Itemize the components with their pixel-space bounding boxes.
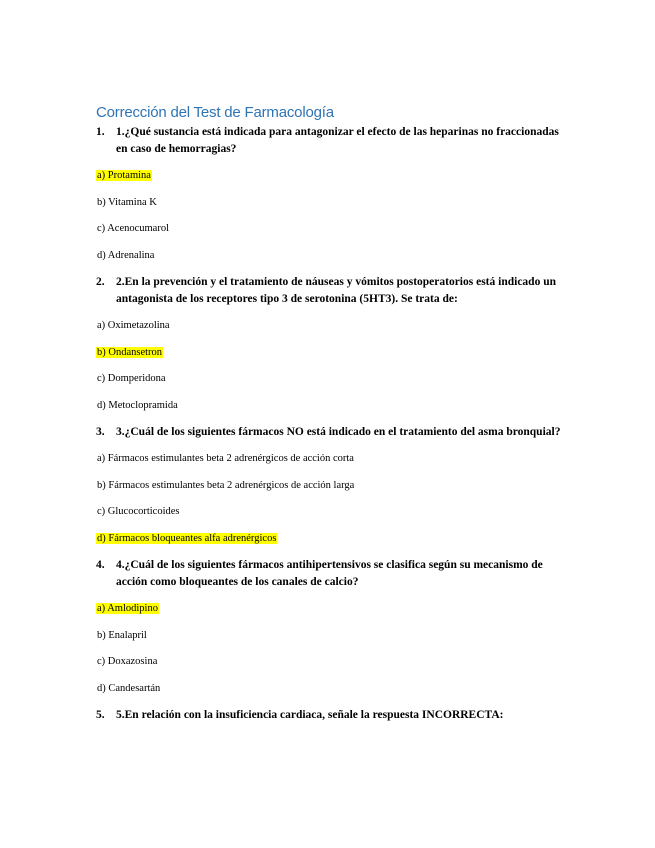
option-text: a) Fármacos estimulantes beta 2 adrenérgicos de acción corta xyxy=(97,453,354,464)
question-number: 2. xyxy=(96,276,105,288)
option-text: b) Ondansetron xyxy=(97,346,163,358)
option-correct xyxy=(96,531,566,546)
question-number: 4. xyxy=(96,559,105,571)
question-number: 1. xyxy=(96,126,105,138)
option xyxy=(96,318,566,333)
option xyxy=(96,248,566,263)
question-number: 5. xyxy=(96,709,105,721)
option-text: c) Domperidona xyxy=(97,373,166,384)
option xyxy=(96,398,566,413)
question-4 xyxy=(96,557,566,591)
question-text: 3.¿Cuál de los siguientes fármacos NO está indicado en el tratamiento del asma bronquial? xyxy=(116,426,561,438)
option xyxy=(96,371,566,386)
option-text: d) Fármacos bloqueantes alfa adrenérgicos xyxy=(97,532,277,544)
option-text: c) Doxazosina xyxy=(97,656,158,667)
option xyxy=(96,478,566,493)
question-3 xyxy=(96,424,566,441)
question-2 xyxy=(96,274,566,308)
option-correct xyxy=(96,168,566,183)
question-text: 2.En la prevención y el tratamiento de náuseas y vómitos postoperatorios está indicado un antagonista de los receptores tipo 3 de serotonina (5HT3). Se trata de: xyxy=(116,276,556,305)
option-text: a) Protamina xyxy=(97,170,151,181)
option xyxy=(96,221,566,236)
option-text: d) Adrenalina xyxy=(97,249,155,261)
option-text: a) Amlodipino xyxy=(97,603,158,614)
option-text: b) Enalapril xyxy=(97,629,147,641)
option-text: d) Metoclopramida xyxy=(97,399,178,411)
option xyxy=(96,504,566,519)
option-text: c) Glucocorticoides xyxy=(97,506,180,517)
option xyxy=(96,681,566,696)
question-text: 5.En relación con la insuficiencia cardiaca, señale la respuesta INCORRECTA: xyxy=(116,709,504,721)
option xyxy=(96,628,566,643)
option xyxy=(96,451,566,466)
question-1 xyxy=(96,124,566,158)
option xyxy=(96,654,566,669)
question-number: 3. xyxy=(96,426,105,438)
page-title: Corrección del Test de Farmacología xyxy=(96,104,334,121)
document-page xyxy=(96,104,566,734)
question-text: 1.¿Qué sustancia está indicada para antagonizar el efecto de las heparinas no fraccionadas en caso de hemorragias? xyxy=(116,126,559,155)
question-5 xyxy=(96,707,566,724)
option-text: b) Fármacos estimulantes beta 2 adrenérgicos de acción larga xyxy=(97,479,355,491)
question-text: 4.¿Cuál de los siguientes fármacos antihipertensivos se clasifica según su mecanismo de acción como bloqueantes de los canales de calcio? xyxy=(116,559,543,588)
option-text: b) Vitamina K xyxy=(97,196,157,208)
option xyxy=(96,195,566,210)
option-text: d) Candesartán xyxy=(97,682,161,694)
option-text: c) Acenocumarol xyxy=(97,223,170,234)
option-correct xyxy=(96,345,566,360)
option-text: a) Oximetazolina xyxy=(97,320,170,331)
option-correct xyxy=(96,601,566,616)
